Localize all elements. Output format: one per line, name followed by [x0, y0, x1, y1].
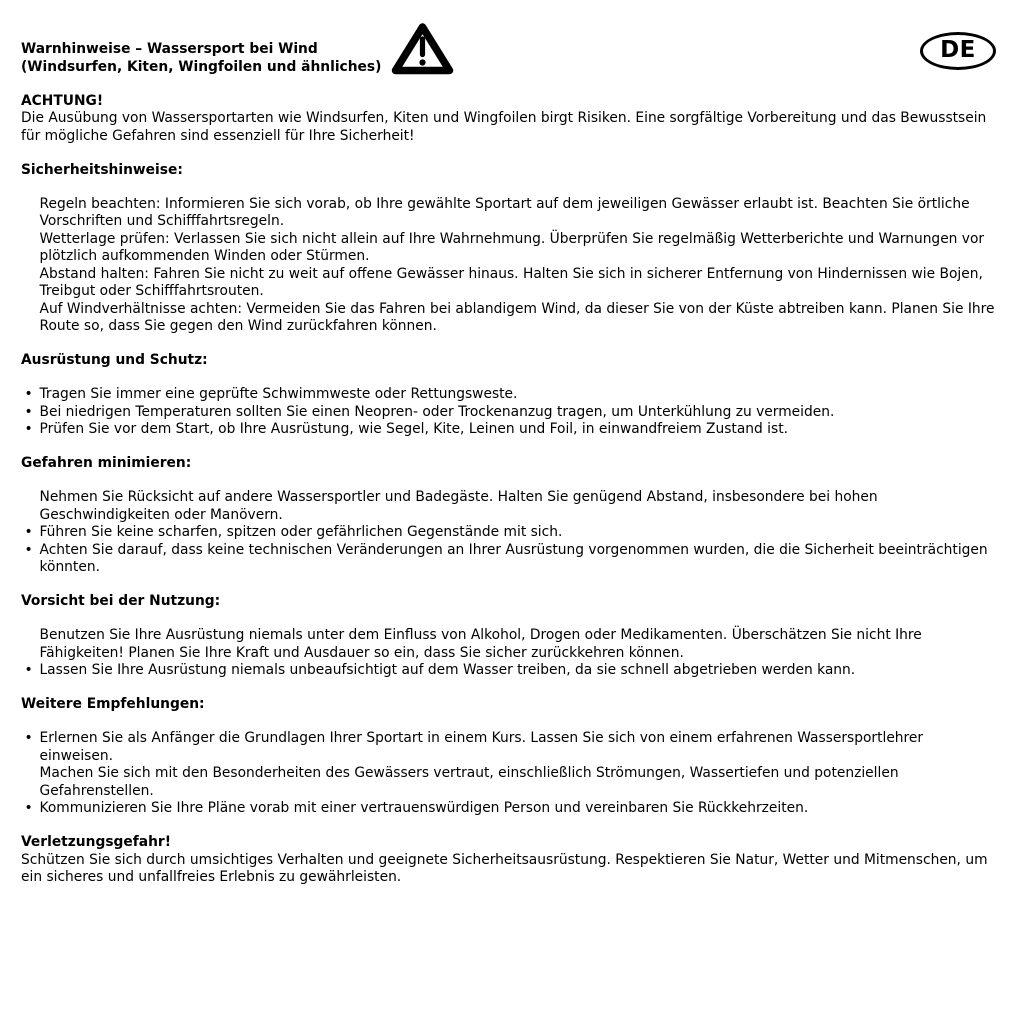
list-item: Nehmen Sie Rücksicht auf andere Wassersportler und Badegäste. Halten Sie genügend Abstand, insbesondere bei hohen Geschwindigkeiten oder Manövern. — [39, 489, 878, 523]
list-item: Wetterlage prüfen: Verlassen Sie sich nicht allein auf Ihre Wahrnehmung. Überprüfen Sie regelmäßig Wetterberichte und Warnungen vor plötzlich aufkommenden Winden oder Stürmen. — [39, 230, 985, 264]
section-list-gefahren-minimieren — [21, 489, 996, 577]
list-item: • Bei niedrigen Temperaturen sollten Sie einen Neopren- oder Trockenanzug tragen, um Unterkühlung zu vermeiden. — [21, 404, 996, 422]
list-item: Abstand halten: Fahren Sie nicht zu weit auf offene Gewässer hinaus. Halten Sie sich in sicherer Entfernung von Hindernissen wie Bojen, Treibgut oder Schifffahrtsrouten. — [39, 265, 983, 299]
language-badge-label: DE — [940, 37, 976, 64]
intro-heading: ACHTUNG! — [21, 92, 104, 109]
list-item: • Führen Sie keine scharfen, spitzen oder gefährlichen Gegenstände mit sich. — [21, 524, 996, 542]
list-item: • Tragen Sie immer eine geprüfte Schwimmweste oder Rettungsweste. — [21, 386, 996, 404]
intro-body: Die Ausübung von Wassersportarten wie Windsurfen, Kiten und Wingfoilen birgt Risiken. Eine sorgfältige Vorbereitung und das Bewusstsein für mögliche Gefahren sind essenziell für Ihre Sicherheit! — [21, 110, 987, 144]
footer-heading: Verletzungsgefahr! — [21, 834, 171, 850]
list-item: Auf Windverhältnisse achten: Vermeiden Sie das Fahren bei ablandigem Wind, da dieser Sie von der Küste abtreiben kann. Planen Sie Ihre Route so, dass Sie gegen den Wind zurückfahren können. — [39, 300, 995, 334]
title-line-2: (Windsurfen, Kiten, Wingfoilen und ähnliches) — [21, 58, 382, 75]
footer-paragraph — [21, 834, 996, 887]
section-list-weitere-empfehlungen — [21, 730, 996, 818]
title-line-1: Warnhinweise – Wassersport bei Wind — [21, 41, 318, 57]
document-header — [21, 37, 996, 76]
list-item: • Kommunizieren Sie Ihre Pläne vorab mit einer vertrauenswürdigen Person und vereinbaren Sie Rückkehrzeiten. — [21, 800, 996, 818]
section-list-vorsicht-bei-der-nutzung — [21, 627, 996, 680]
list-item: • Prüfen Sie vor dem Start, ob Ihre Ausrüstung, wie Segel, Kite, Leinen und Foil, in einwandfreiem Zustand ist. — [21, 421, 996, 439]
section-heading-ausruestung-und-schutz: Ausrüstung und Schutz: — [21, 352, 208, 368]
list-item: Machen Sie sich mit den Besonderheiten des Gewässers vertraut, einschließlich Strömungen, Wassertiefen und potenziellen Gefahrenstellen. — [39, 765, 899, 799]
section-heading-vorsicht-bei-der-nutzung: Vorsicht bei der Nutzung: — [21, 593, 221, 609]
section-list-ausruestung-und-schutz — [21, 386, 996, 439]
section-heading-sicherheitshinweise: Sicherheitshinweise: — [21, 161, 183, 178]
language-badge — [920, 32, 996, 70]
list-item: • Erlernen Sie als Anfänger die Grundlagen Ihrer Sportart in einem Kurs. Lassen Sie sich von einem erfahrenen Wassersportlehrer einweisen. — [21, 730, 996, 765]
section-heading-weitere-empfehlungen: Weitere Empfehlungen: — [21, 696, 205, 712]
section-heading-gefahren-minimieren: Gefahren minimieren: — [21, 455, 192, 471]
list-item: Regeln beachten: Informieren Sie sich vorab, ob Ihre gewählte Sportart auf dem jeweiligen Gewässer erlaubt ist. Beachten Sie örtliche Vorschriften und Schifffahrtsregeln. — [39, 195, 970, 229]
section-list-sicherheitshinweise — [21, 196, 996, 336]
warning-triangle-icon — [391, 22, 454, 75]
intro-paragraph — [21, 93, 996, 146]
list-item: • Lassen Sie Ihre Ausrüstung niemals unbeaufsichtigt auf dem Wasser treiben, da sie schnell abgetrieben werden kann. — [21, 662, 996, 680]
page-title — [21, 41, 381, 76]
list-item: Benutzen Sie Ihre Ausrüstung niemals unter dem Einfluss von Alkohol, Drogen oder Medikamenten. Überschätzen Sie nicht Ihre Fähigkeiten! Planen Sie Ihre Kraft und Ausdauer so ein, dass Sie sicher zurückkehren können. — [39, 627, 922, 661]
list-item: • Achten Sie darauf, dass keine technischen Veränderungen an Ihrer Ausrüstung vorgenommen wurden, die die Sicherheit beeinträchtigen könnten. — [21, 542, 996, 577]
footer-body: Schützen Sie sich durch umsichtiges Verhalten und geeignete Sicherheitsausrüstung. Respektieren Sie Natur, Wetter und Mitmenschen, um ein sicheres und unfallfreies Erlebnis zu gewährleisten. — [21, 851, 988, 885]
